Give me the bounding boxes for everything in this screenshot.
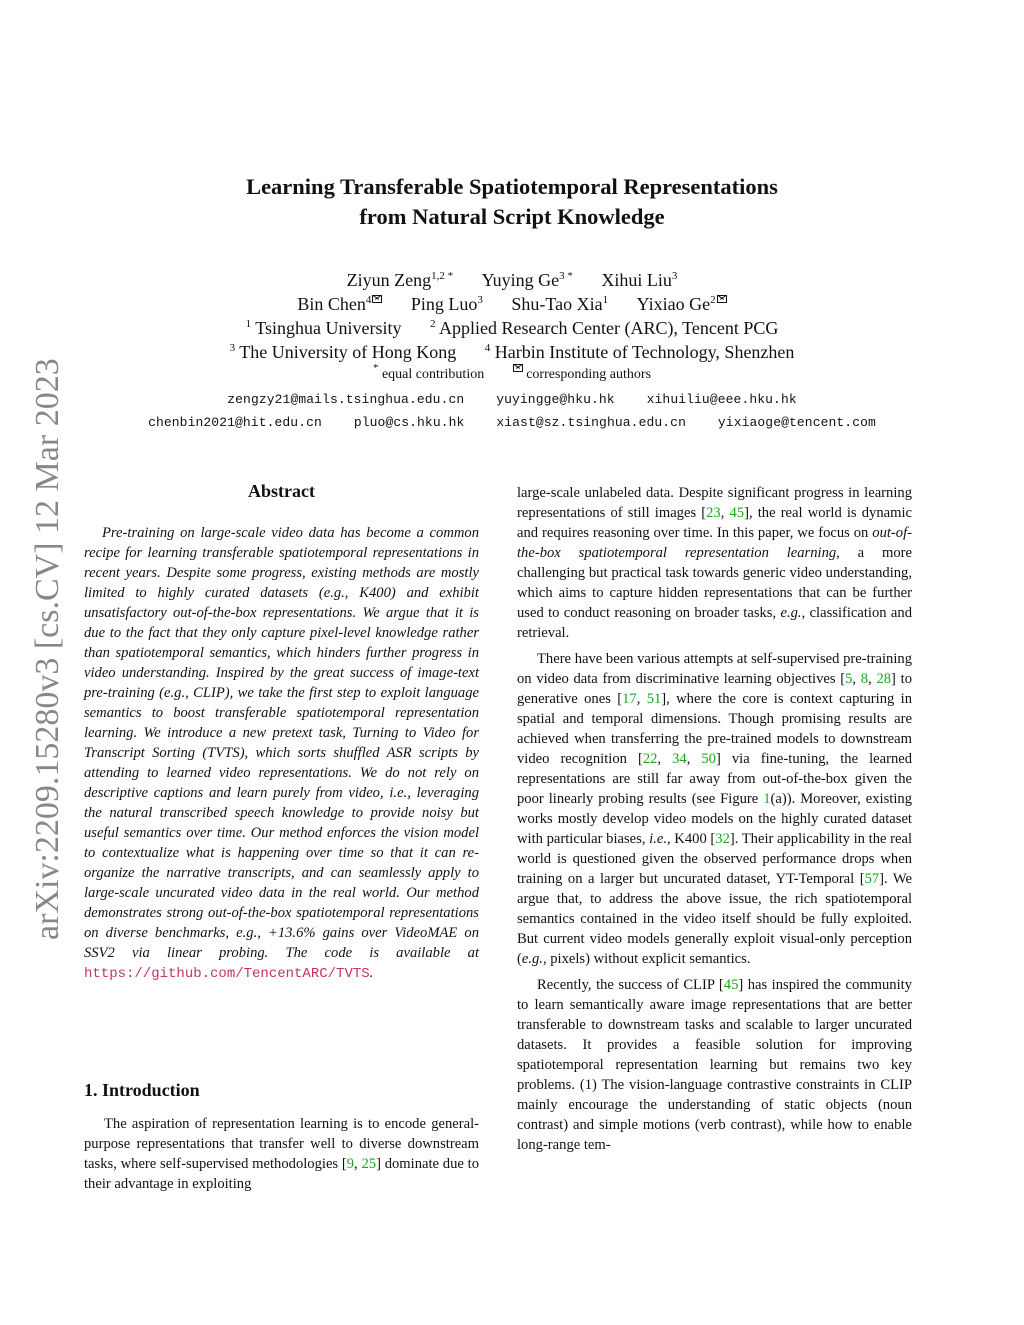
email: yixiaoge@tencent.com xyxy=(717,415,876,430)
introduction-heading: 1. Introduction xyxy=(84,1080,200,1100)
citation-link[interactable]: 51 xyxy=(646,691,662,707)
citation-link[interactable]: 22 xyxy=(642,751,658,767)
author: Yuying $Ge^{3 *}$ xyxy=(481,270,573,290)
citation-link[interactable]: 28 xyxy=(876,671,892,687)
email: pluo@cs.hku.hk xyxy=(353,415,465,430)
author: Yixiao Ge$^2$ xyxy=(637,292,727,316)
abstract-section xyxy=(84,523,479,984)
email: yuyingge@hku.hk xyxy=(496,392,615,407)
affiliation: $^2$ Applied Research Center (ARC), Tencent PCG xyxy=(430,318,779,338)
title-line-1: Learning Transferable Spatiotemporal Representations xyxy=(246,174,778,199)
email: chenbin2021@hit.edu.cn xyxy=(148,415,322,430)
citation-link[interactable]: 25 xyxy=(361,1156,377,1172)
intro-paragraph: The aspiration of representation learning is to encode general-purpose representations that transfer well to diverse downstream tasks, where self-supervised methodologies [9, 25] dominate due to their advantage in exploiting xyxy=(84,1116,480,1192)
author: Xihui Liu$^3$ xyxy=(601,270,678,290)
author-notes xyxy=(0,364,1024,386)
citation-link[interactable]: 34 xyxy=(672,751,687,767)
intro-paragraph: Recently, the success of CLIP [45] has inspired the community to learn semantically aware image representations that are better transferable to downstream tasks and scalable to larger uncurated datasets. It provides a feasible solution for improving spatiotemporal representation learning but remains two key problems. (1) The vision-language contrastive constraints in CLIP mainly encourage the understanding of static objects (noun contrast) and simple motions (verb contrast), while how to enable long-range tem- xyxy=(517,977,912,1153)
email: xiast@sz.tsinghua.edu.cn xyxy=(496,415,686,430)
author-row-1 xyxy=(0,268,1024,292)
email: zengzy21@mails.tsinghua.edu.cn xyxy=(227,392,465,407)
citation-link[interactable]: 57 xyxy=(864,871,880,887)
citation-link[interactable]: 8 xyxy=(860,671,869,687)
envelope-icon xyxy=(513,364,523,372)
title-line-2: from Natural Script Knowledge xyxy=(359,204,665,229)
equal-contribution-note: * equal contribution xyxy=(372,362,485,382)
paper-title xyxy=(0,172,1024,232)
affiliation-row-1 xyxy=(0,316,1024,340)
author-block xyxy=(0,268,1024,434)
citation-link[interactable]: 50 xyxy=(701,751,716,767)
author: Bin Chen$^4$ xyxy=(297,292,382,316)
figure-link[interactable]: 1 xyxy=(763,791,771,807)
affiliation: $^3$ The University of Hong Kong xyxy=(229,342,457,362)
affiliation: $^1$ Tsinghua University xyxy=(245,318,402,338)
right-column xyxy=(517,483,912,1155)
email-row-1 xyxy=(0,388,1024,411)
citation-link[interactable]: 23 xyxy=(706,505,721,521)
citation-link[interactable]: 9 xyxy=(346,1156,355,1172)
citation-link[interactable]: 32 xyxy=(715,831,730,847)
intro-paragraph-continued: large-scale unlabeled data. Despite significant progress in learning representations of still images [23, 45], the real world is dynamic and requires reasoning over time. In this paper, we focus on out-of-the-box spatiotemporal representation learning, a more challenging but practical task towards generic video understanding, which aims to capture hidden representations that can be further used to conduct reasoning on broader tasks, e.g., classification and retrieval. xyxy=(517,485,912,641)
code-link[interactable]: https://github.com/TencentARC/TVTS xyxy=(84,966,370,982)
abstract-paragraph: Pre-training on large-scale video data has become a common recipe for learning transferable spatiotemporal representations in recent years. Despite some progress, existing methods are mostly limited to highly curated datasets (e.g., K400) and exhibit unsatisfactory out-of-the-box representations. We argue that it is due to the fact that they only capture pixel-level knowledge rather than spatiotemporal semantics, which hinders further progress in video understanding. Inspired by the great success of image-text pre-training (e.g., CLIP), we take the first step to exploit language semantics to boost transferable spatiotemporal representation learning. We introduce a new pretext task, Turning to Video for Transcript Sorting (TVTS), which sorts shuffled ASR scripts by attending to learned video representations. We do not rely on descriptive captions and learn purely from video, i.e., leveraging the natural transcribed speech knowledge to provide noisy but useful semantics over time. Our method enforces the vision model to contextualize what is happening over time so that it can re-organize the narrative transcripts, and can seamlessly apply to large-scale uncurated video data in the real world. Our method demonstrates strong out-of-the-box spatiotemporal representations on diverse benchmarks, e.g., +13.6% gains over VideoMAE on SSV2 via linear probing. The code is available at https://github.com/TencentARC/TVTS. xyxy=(84,525,479,982)
author: Ping Luo$^3$ xyxy=(410,294,483,314)
corresponding-note: corresponding authors xyxy=(512,364,651,386)
author: Ziyun Zeng$^{1,2 *}$ xyxy=(346,270,454,290)
envelope-icon xyxy=(372,295,382,303)
affiliation-row-2 xyxy=(0,340,1024,364)
intro-paragraph: There have been various attempts at self-supervised pre-training on video data from discriminative learning objectives [5, 8, 28] to generative ones [17, 51], where the core is context capturing in spatial and temporal dimensions. Though promising results are achieved when transferring the pre-trained models to downstream video recognition [22, 34, 50] via fine-tuning, the learned representations are still far away from out-of-the-box given the poor linearly probing results (see Figure 1(a)). Moreover, existing works mostly develop video models on the highly curated dataset with particular biases, i.e., K400 [32]. Their applicability in the real world is questioned given the observed performance drops when training on a larger but uncurated dataset, YT-Temporal [57]. We argue that, to address the above issue, the rich spatiotemporal semantics contained in the video itself should be fully exploited. But current video models generally exploit visual-only perception (e.g., pixels) without explicit semantics. xyxy=(517,651,913,967)
author-row-2 xyxy=(0,292,1024,316)
introduction-section xyxy=(84,1114,479,1194)
author: Shu-Tao Xia$^1$ xyxy=(511,294,609,314)
affiliation: $^4$ Harbin Institute of Technology, Shenzhen xyxy=(484,342,795,362)
email-row-2 xyxy=(0,411,1024,434)
citation-link[interactable]: 17 xyxy=(622,691,637,707)
citation-link[interactable]: 5 xyxy=(845,671,853,687)
envelope-icon xyxy=(717,295,727,303)
citation-link[interactable]: 45 xyxy=(729,505,745,521)
abstract-heading: Abstract xyxy=(248,481,315,501)
arxiv-identifier: arXiv:2209.15280v3 [cs.CV] 12 Mar 2023 xyxy=(29,358,66,940)
email: xihuiliu@eee.hku.hk xyxy=(646,392,797,407)
citation-link[interactable]: 45 xyxy=(723,977,739,993)
